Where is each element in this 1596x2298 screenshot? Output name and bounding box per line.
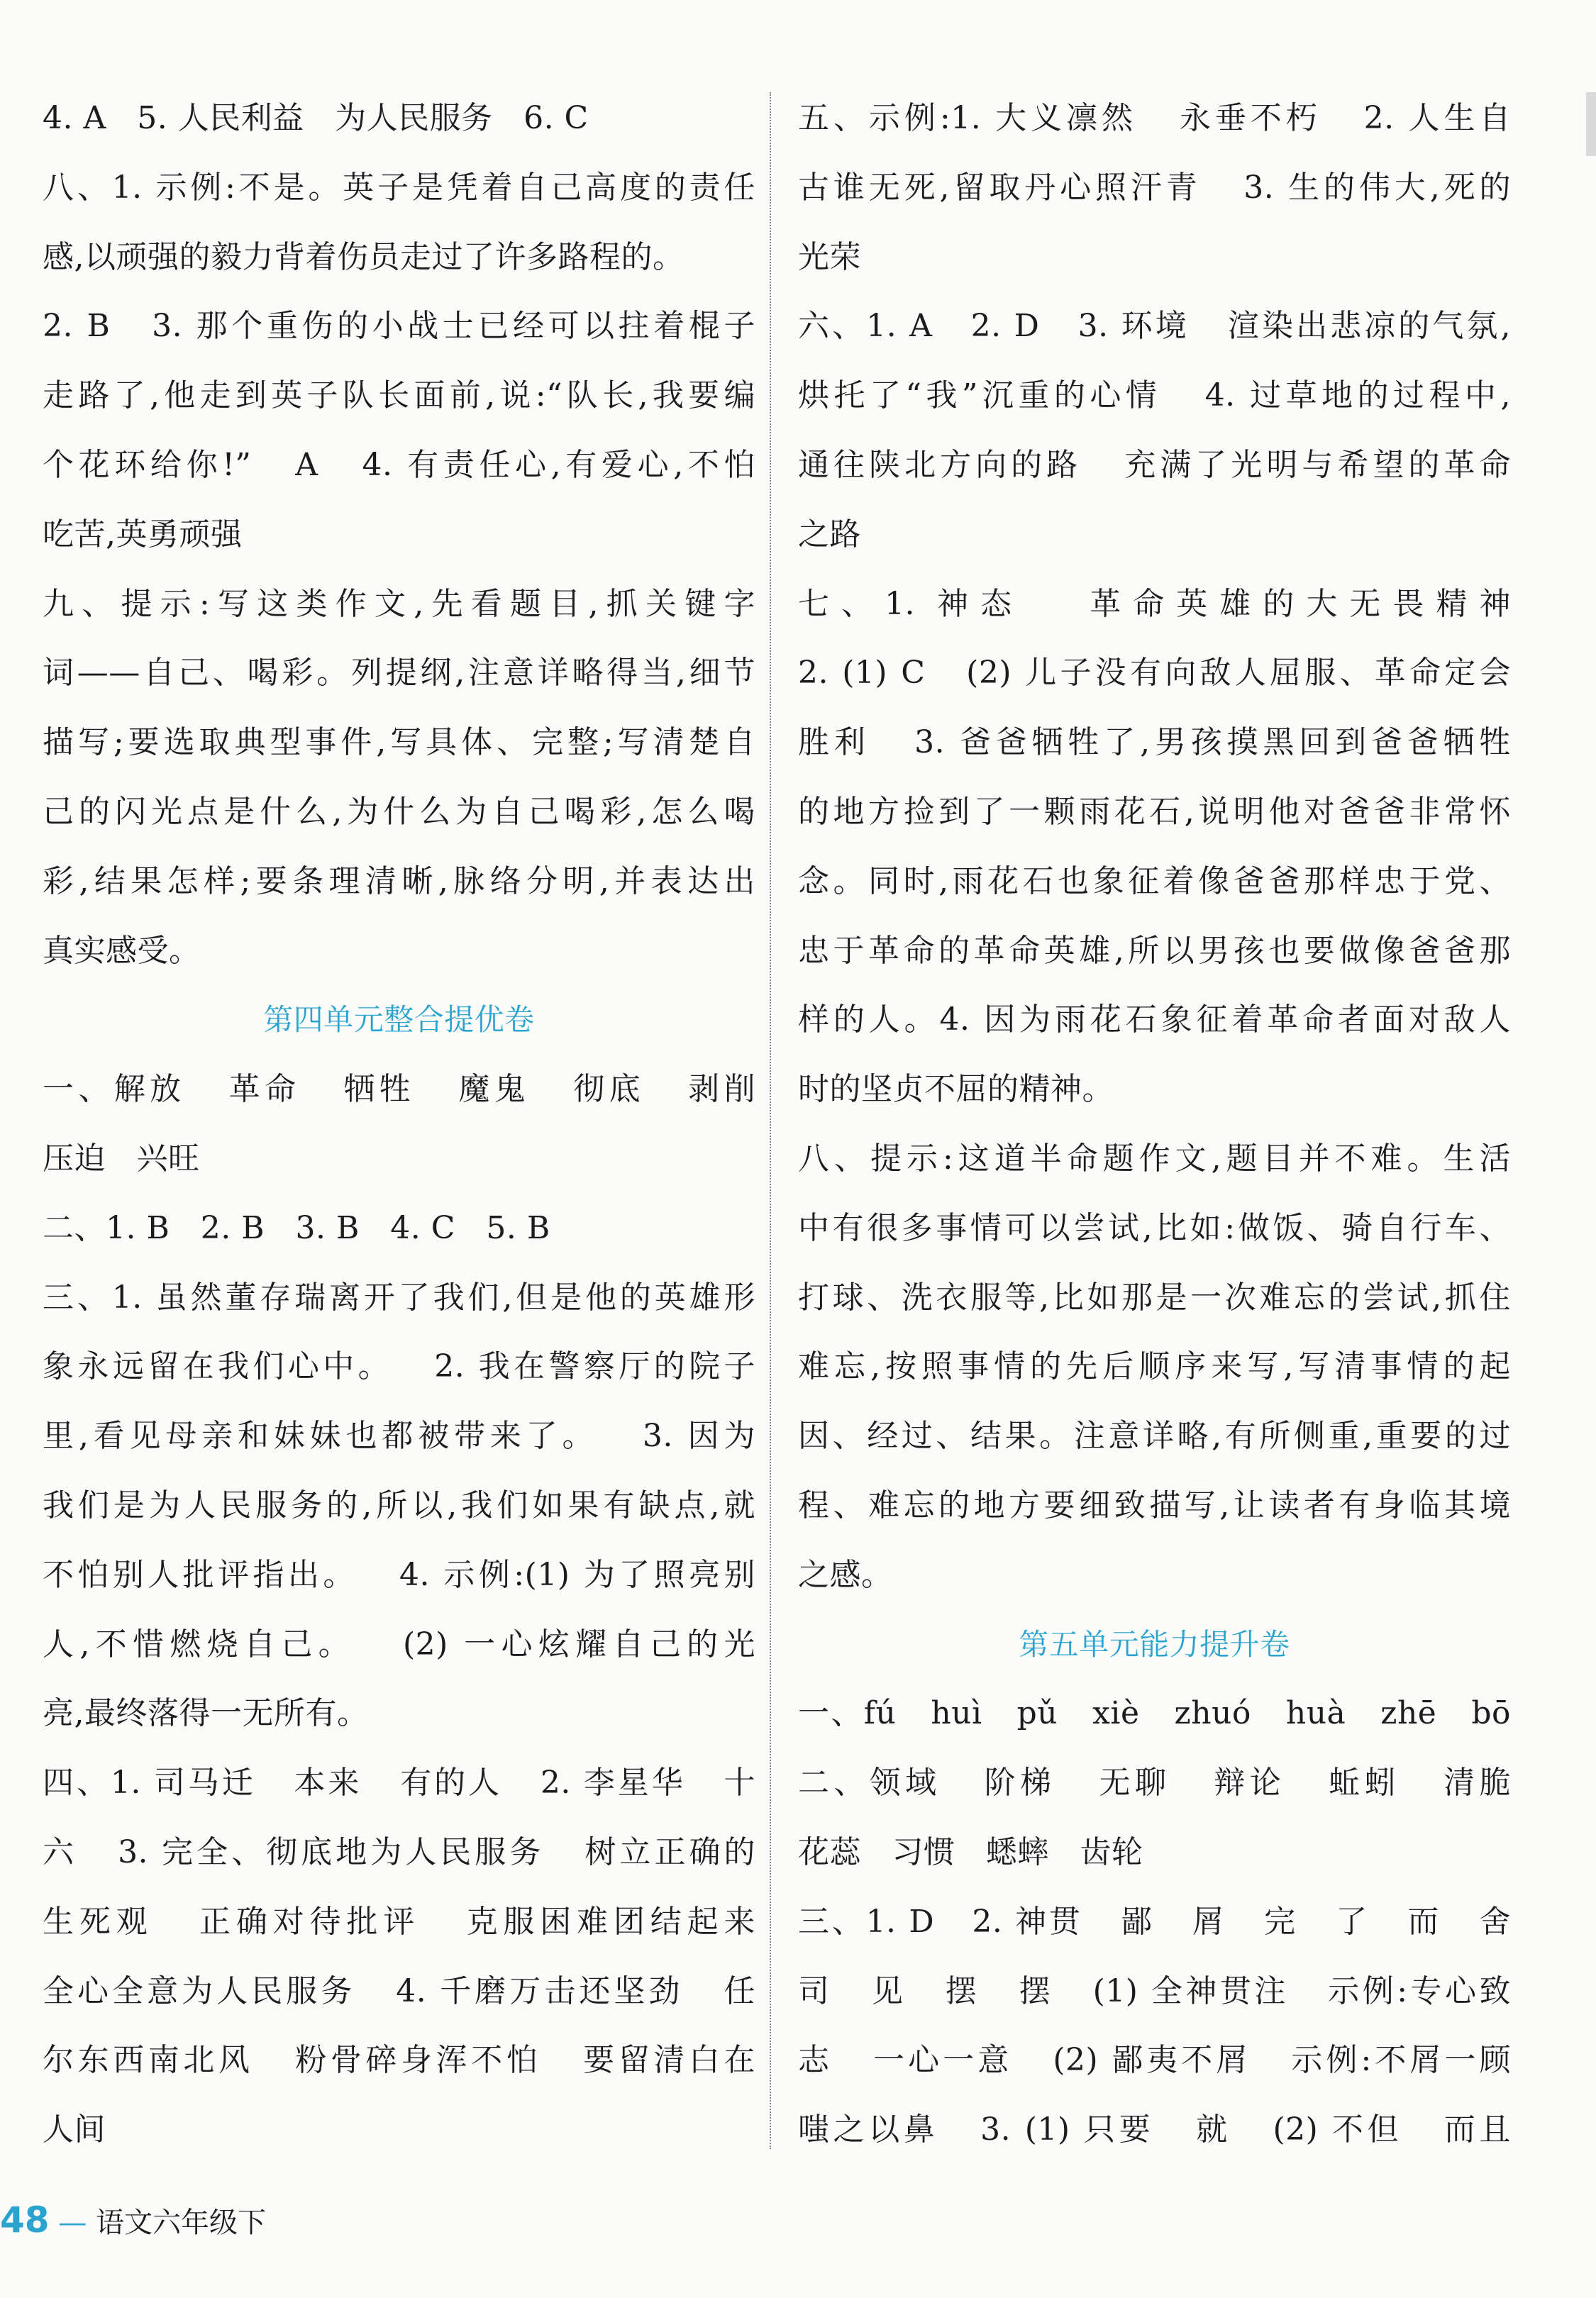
text-line: 吃苦,英勇顽强 [43,516,243,553]
text-line: 之感。 [798,1556,893,1593]
text-line: 走路了,他走到英子队长面前,说:“队长,我要编 [43,377,755,414]
text-line: 人,不惜燃烧自己。 (2) 一心炫耀自己的光 [43,1626,755,1663]
text-line: 八、提示:这道半命题作文,题目并不难。生活 [798,1140,1511,1177]
text-line: 二、领域 阶梯 无聊 辩论 蚯蚓 清脆 [798,1765,1511,1802]
text-line: 时的坚贞不屈的精神。 [798,1071,1114,1108]
text-line: 彩,结果怎样;要条理清晰,脉络分明,并表达出 [43,862,755,899]
text-line: 司 见 摆 摆 (1) 全神贯注 示例:专心致 [798,1972,1511,2009]
section-heading: 第五单元能力提升卷 [1019,1626,1290,1662]
text-line: 4. A 5. 人民利益 为人民服务 6. C [43,100,589,136]
text-line: 2. B 3. 那个重伤的小战士已经可以拄着棍子 [43,308,755,345]
left-column [43,84,755,2165]
text-line: 样的人。4. 因为雨花石象征着革命者面对敌人 [798,1001,1511,1038]
text-line: 一、fú huì pǔ xiè zhuó huà zhē bō [798,1695,1511,1732]
text-line: 压迫 兴旺 [43,1140,200,1177]
text-line: 打球、洗衣服等,比如那是一次难忘的尝试,抓住 [798,1279,1511,1316]
text-line: 里,看见母亲和妹妹也都被带来了。 3. 因为 [43,1418,755,1455]
text-line: 志 一心一意 (2) 鄙夷不屑 示例:不屑一顾 [798,2042,1511,2079]
text-line: 九、提示:写这类作文,先看题目,抓关键字 [43,585,755,622]
text-line: 光荣 [798,238,861,275]
text-line: 五、示例:1. 大义凛然 永垂不朽 2. 人生自 [798,100,1511,136]
text-line: 难忘,按照事情的先后顺序来写,写清事情的起 [798,1348,1511,1385]
text-line: 2. (1) C (2) 儿子没有向敌人屈服、革命定会 [798,655,1511,692]
book-title: 语文六年级下 [96,2207,267,2239]
page-number: 48 [0,2199,50,2241]
footer-dash: — [58,2207,87,2239]
page-footer [0,2199,266,2244]
text-line: 亮,最终落得一无所有。 [43,1695,369,1732]
text-line: 全心全意为人民服务 4. 千磨万击还坚劲 任 [43,1972,755,2009]
text-line: 六、1. A 2. D 3. 环境 渲染出悲凉的气氛, [798,308,1511,345]
page-edge-mark [1586,92,1596,156]
text-line: 四、1. 司马迁 本来 有的人 2. 李星华 十 [43,1765,755,1802]
text-line: 花蕊 习惯 蟋蟀 齿轮 [798,1833,1143,1870]
section-heading: 第四单元整合提优卷 [263,1002,535,1038]
text-line: 六 3. 完全、彻底地为人民服务 树立正确的 [43,1833,755,1870]
column-divider [770,92,771,2149]
text-line: 生死观 正确对待批评 克服困难团结起来 [43,1903,755,1940]
text-line: 胜利 3. 爸爸牺牲了,男孩摸黑回到爸爸牺牲 [798,724,1511,761]
text-line: 因、经过、结果。注意详略,有所侧重,重要的过 [798,1418,1511,1455]
text-line: 的地方捡到了一颗雨花石,说明他对爸爸非常怀 [798,793,1511,830]
text-line: 个花环给你!” A 4. 有责任心,有爱心,不怕 [43,446,755,483]
text-line: 八、1. 示例:不是。英子是凭着自己高度的责任 [43,169,755,206]
text-line: 三、1. 虽然董存瑞离开了我们,但是他的英雄形 [43,1279,755,1316]
text-line: 象永远留在我们心中。 2. 我在警察厅的院子 [43,1348,755,1385]
right-column [798,84,1511,2165]
text-line: 之路 [798,516,861,553]
text-line: 己的闪光点是什么,为什么为自己喝彩,怎么喝 [43,793,755,830]
text-line: 三、1. D 2. 神贯 鄙 屑 完 了 而 舍 [798,1903,1511,1940]
text-line: 古谁无死,留取丹心照汗青 3. 生的伟大,死的 [798,169,1511,206]
text-line: 中有很多事情可以尝试,比如:做饭、骑自行车、 [798,1209,1511,1246]
text-line: 忠于革命的革命英雄,所以男孩也要做像爸爸那 [798,932,1511,969]
text-line: 不怕别人批评指出。 4. 示例:(1) 为了照亮别 [43,1556,755,1593]
text-line: 词——自己、喝彩。列提纲,注意详略得当,细节 [43,655,755,692]
text-line: 烘托了“我”沉重的心情 4. 过草地的过程中, [798,377,1511,414]
text-line: 通往陕北方向的路 充满了光明与希望的革命 [798,446,1511,483]
text-line: 七、1. 神态 革命英雄的大无畏精神 [798,585,1511,622]
text-line: 我们是为人民服务的,所以,我们如果有缺点,就 [43,1487,755,1523]
text-line: 念。同时,雨花石也象征着像爸爸那样忠于党、 [798,862,1511,899]
text-line: 程、难忘的地方要细致描写,让读者有身临其境 [798,1487,1511,1523]
text-line: 一、解放 革命 牺牲 魔鬼 彻底 剥削 [43,1071,755,1108]
text-line: 二、1. B 2. B 3. B 4. C 5. B [43,1209,550,1246]
text-line: 描写;要选取典型事件,写具体、完整;写清楚自 [43,724,755,761]
text-line: 尔东西南北风 粉骨碎身浑不怕 要留清白在 [43,2042,755,2079]
text-line: 感,以顽强的毅力背着伤员走过了许多路程的。 [43,238,685,275]
text-line: 嗤之以鼻 3. (1) 只要 就 (2) 不但 而且 [798,2111,1511,2148]
text-line: 真实感受。 [43,932,201,969]
text-line: 人间 [43,2111,106,2148]
